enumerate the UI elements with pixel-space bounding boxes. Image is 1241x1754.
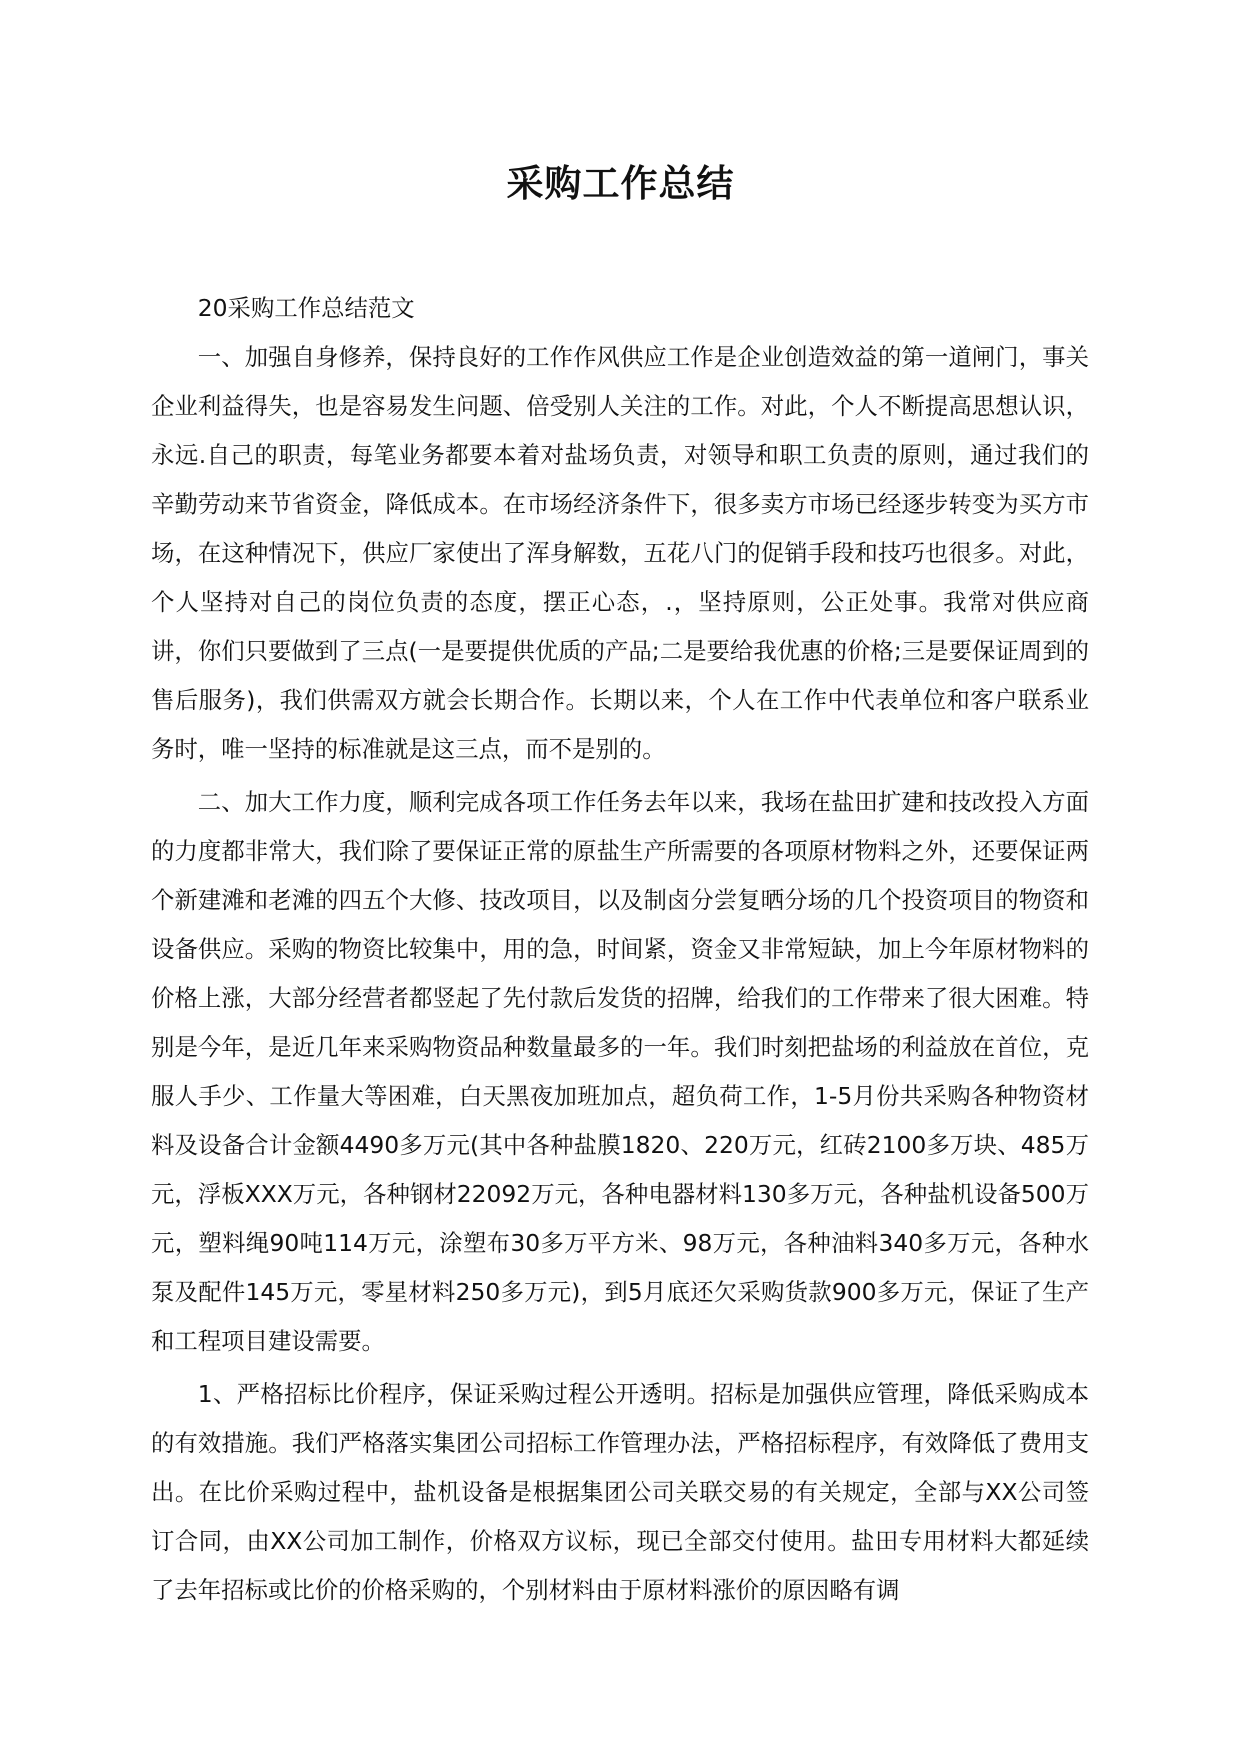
paragraph-item-one: 1、严格招标比价程序，保证采购过程公开透明。招标是加强供应管理，降低采购成本的有效措施。我们严格落实集团公司招标工作管理办法，严格招标程序，有效降低了费用支出。在比价采购过程中，盐机设备是根据集团公司关联交易的有关规定，全部与XX公司签订合同，由XX公司加工制作，价格双方议标，现已全部交付使用。盐田专用材料大都延续了去年招标或比价的价格采购的，个别材料由于原材料涨价的原因略有调 [151,1380,1089,1604]
paragraph-section-one: 一、加强自身修养，保持良好的工作作风供应工作是企业创造效益的第一道闸门，事关企业利益得失，也是容易发生问题、倍受别人关注的工作。对此，个人不断提高思想认识，永远.自己的职责，每笔业务都要本着对盐场负责，对领导和职工负责的原则，通过我们的辛勤劳动来节省资金，降低成本。在市场经济条件下，很多卖方市场已经逐步转变为买方市场，在这种情况下，供应厂家使出了浑身解数，五花八门的促销手段和技巧也很多。对此，个人坚持对自己的岗位负责的态度，摆正心态，.，坚持原则，公正处事。我常对供应商讲，你们只要做到了三点(一是要提供优质的产品;二是要给我优惠的价格;三是要保证周到的售后服务)，我们供需双方就会长期合作。长期以来，个人在工作中代表单位和客户联系业务时，唯一坚持的标准就是这三点，而不是别的。 [151,343,1089,763]
document-title: 采购工作总结 [506,162,735,205]
paragraph-section-two: 二、加大工作力度，顺利完成各项工作任务去年以来，我场在盐田扩建和技改投入方面的力度都非常大，我们除了要保证正常的原盐生产所需要的各项原材物料之外，还要保证两个新建滩和老滩的四五个大修、技改项目，以及制卤分尝复晒分场的几个投资项目的物资和设备供应。采购的物资比较集中，用的急，时间紧，资金又非常短缺，加上今年原材物料的价格上涨，大部分经营者都竖起了先付款后发货的招牌，给我们的工作带来了很大困难。特别是今年，是近几年来采购物资品种数量最多的一年。我们时刻把盐场的利益放在首位，克服人手少、工作量大等困难，白天黑夜加班加点，超负荷工作，1-5月份共采购各种物资材料及设备合计金额4490多万元(其中各种盐膜1820、220万元，红砖2100多万块、485万元，浮板XXX万元，各种钢材22092万元，各种电器材料130多万元，各种盐机设备500万元，塑料绳90吨114万元，涂塑布30多万平方米、98万元，各种油料340多万元，各种水泵及配件145万元，零星材料250多万元)，到5月底还欠采购货款900多万元，保证了生产和工程项目建设需要。 [151,788,1089,1355]
document-body [151,284,1089,1619]
subtitle-paragraph: 20采购工作总结范文 [197,294,415,322]
